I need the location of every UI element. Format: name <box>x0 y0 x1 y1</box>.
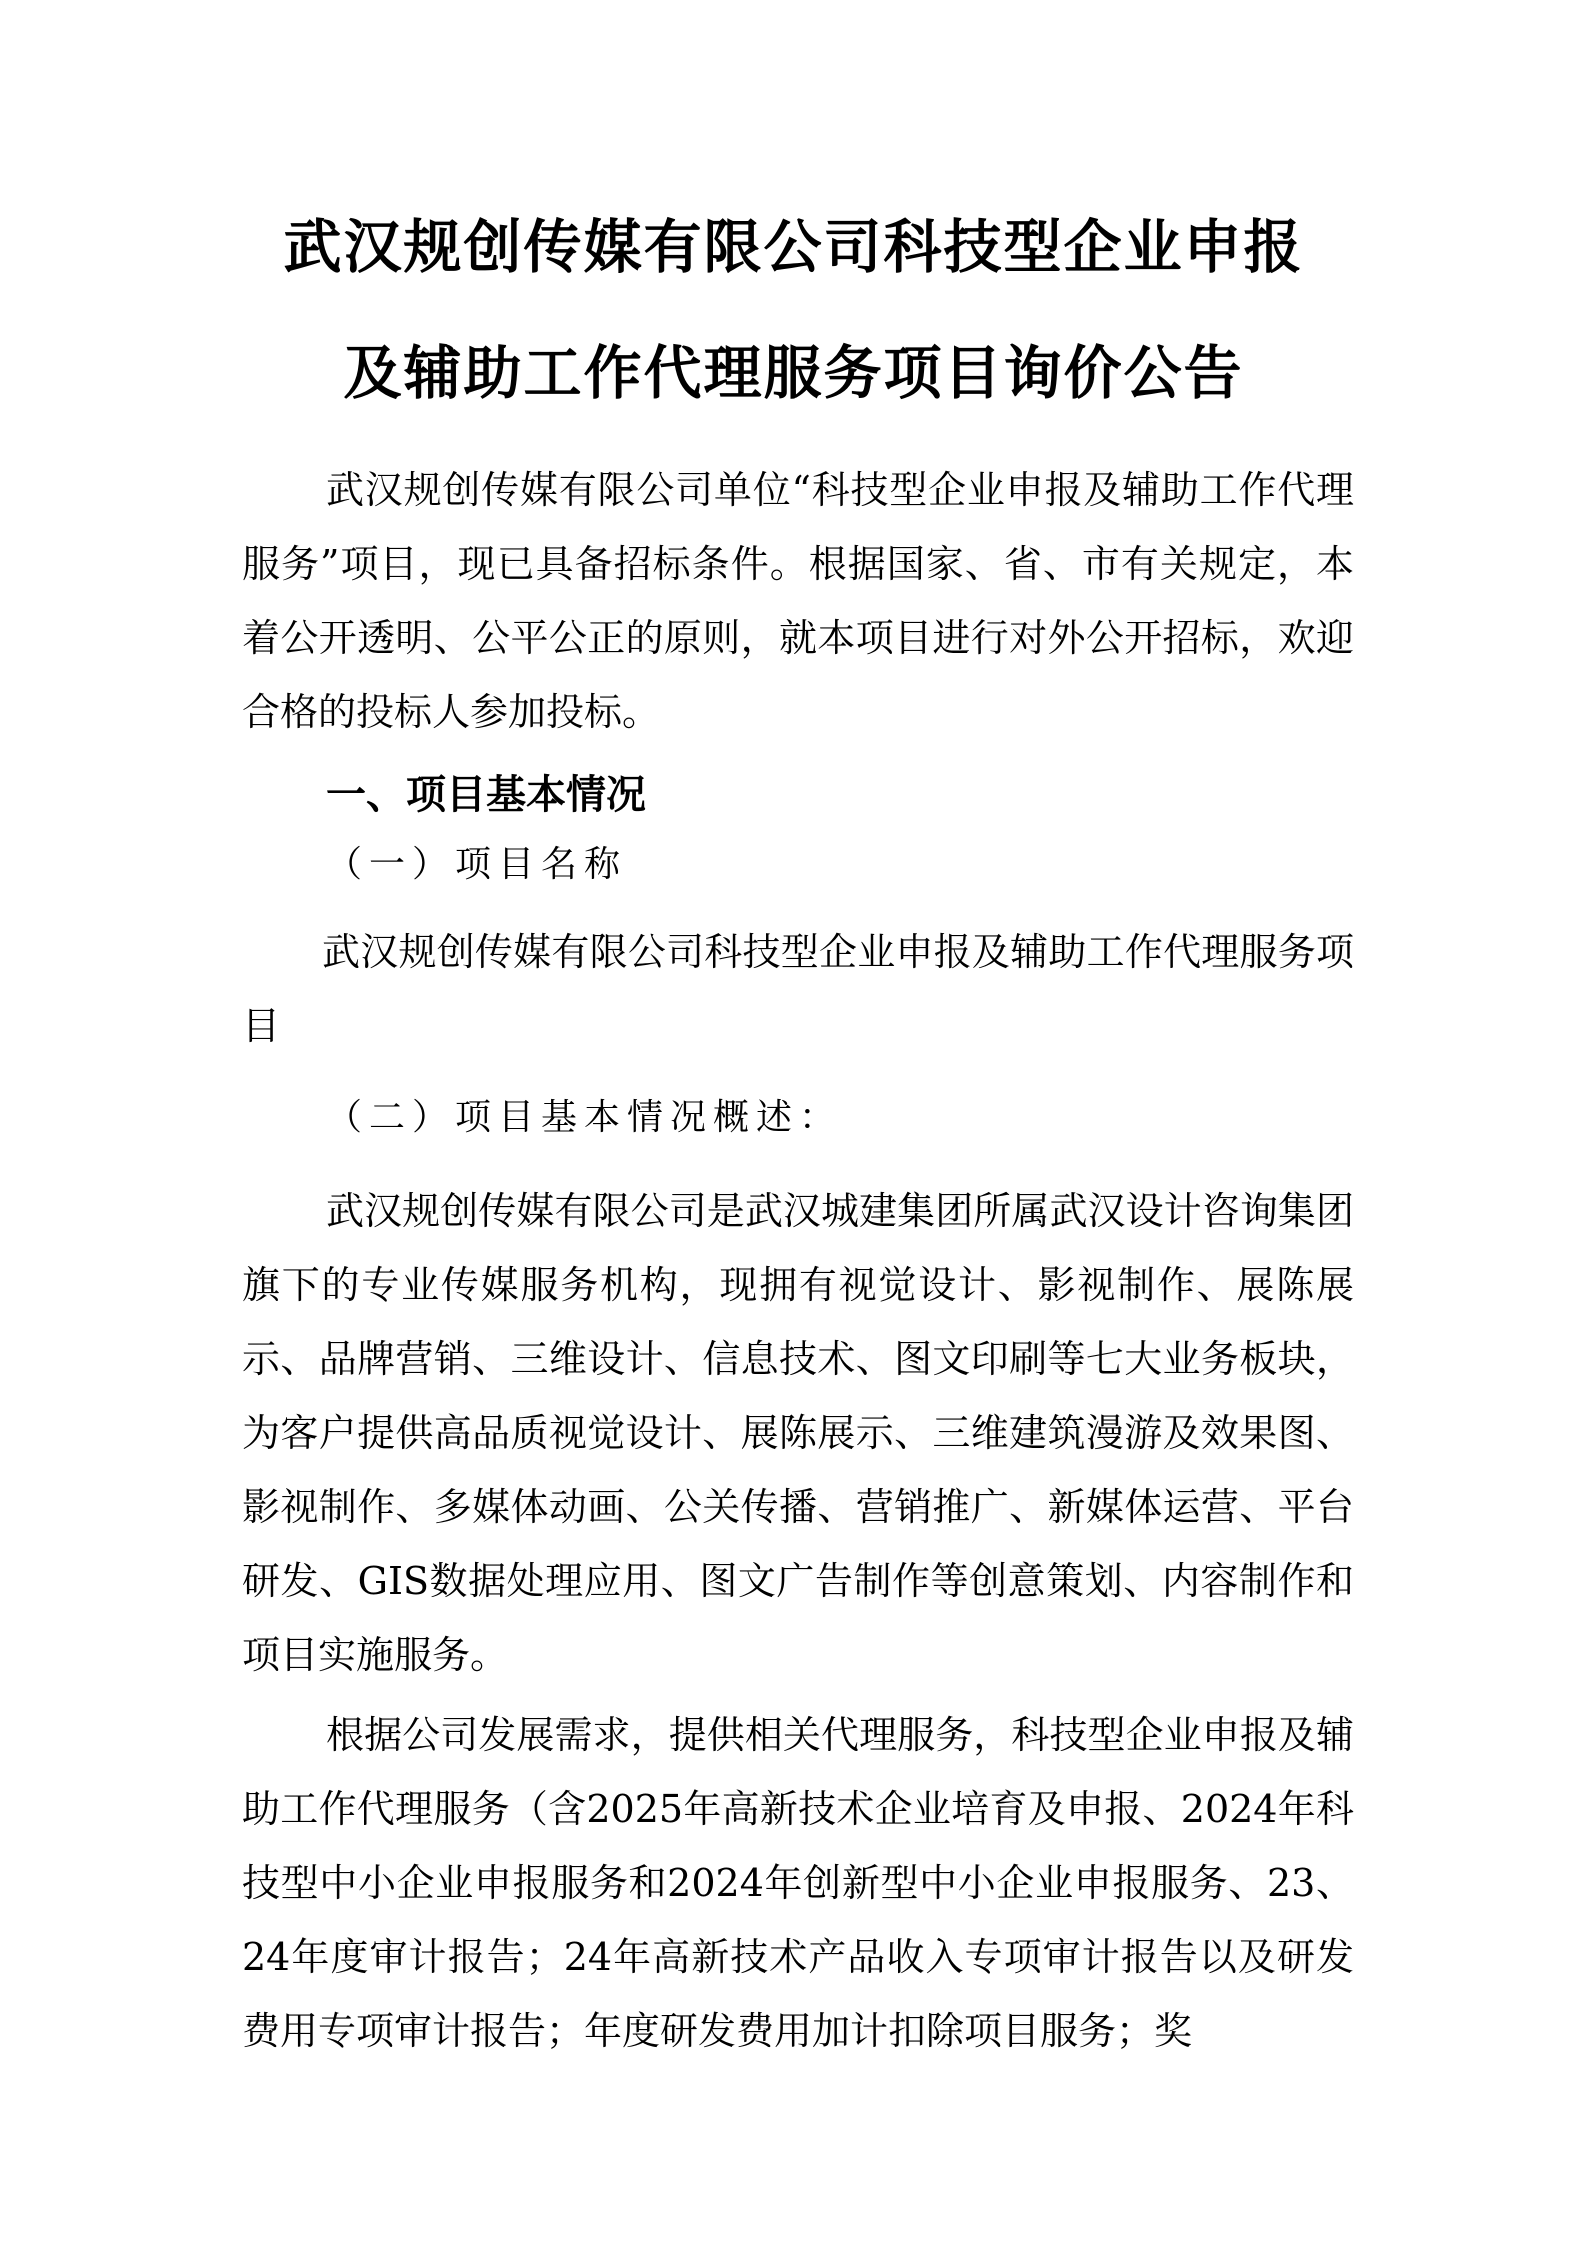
document-title-line-2: 及辅助工作代理服务项目询价公告 <box>343 339 1244 407</box>
project-name-paragraph: 武汉规创传媒有限公司科技型企业申报及辅助工作代理服务项目 <box>242 930 1354 1048</box>
scope-paragraph: 根据公司发展需求，提供相关代理服务，科技型企业申报及辅助工作代理服务（含2025年高新技术企业培育及申报、2024年科技型中小企业申报服务和2024年创新型中小企业申报服务、23、24年度审计报告；24年高新技术产品收入专项审计报告以及研发费用专项审计报告；年度研发费用加计扣除项目服务；奖 <box>242 1713 1354 2053</box>
document-title-line-1: 武汉规创传媒有限公司科技型企业申报 <box>283 213 1304 281</box>
overview-paragraph: 武汉规创传媒有限公司是武汉城建集团所属武汉设计咨询集团旗下的专业传媒服务机构，现拥有视觉设计、影视制作、展陈展示、品牌营销、三维设计、信息技术、图文印刷等七大业务板块，为客户提供高品质视觉设计、展陈展示、三维建筑漫游及效果图、影视制作、多媒体动画、公关传播、营销推广、新媒体运营、平台研发、GIS数据处理应用、图文广告制作等创意策划、内容制作和项目实施服务。 <box>242 1189 1354 1677</box>
section-heading-project-basics: 一、项目基本情况 <box>326 772 646 818</box>
intro-paragraph: 武汉规创传媒有限公司单位“科技型企业申报及辅助工作代理服务”项目，现已具备招标条件。根据国家、省、市有关规定，本着公开透明、公平公正的原则，就本项目进行对外公开招标，欢迎合格的投标人参加投标。 <box>242 468 1354 734</box>
subsection-heading-project-overview: （二）项目基本情况概述： <box>326 1097 843 1138</box>
subsection-heading-project-name: （一）项目名称 <box>326 844 628 885</box>
